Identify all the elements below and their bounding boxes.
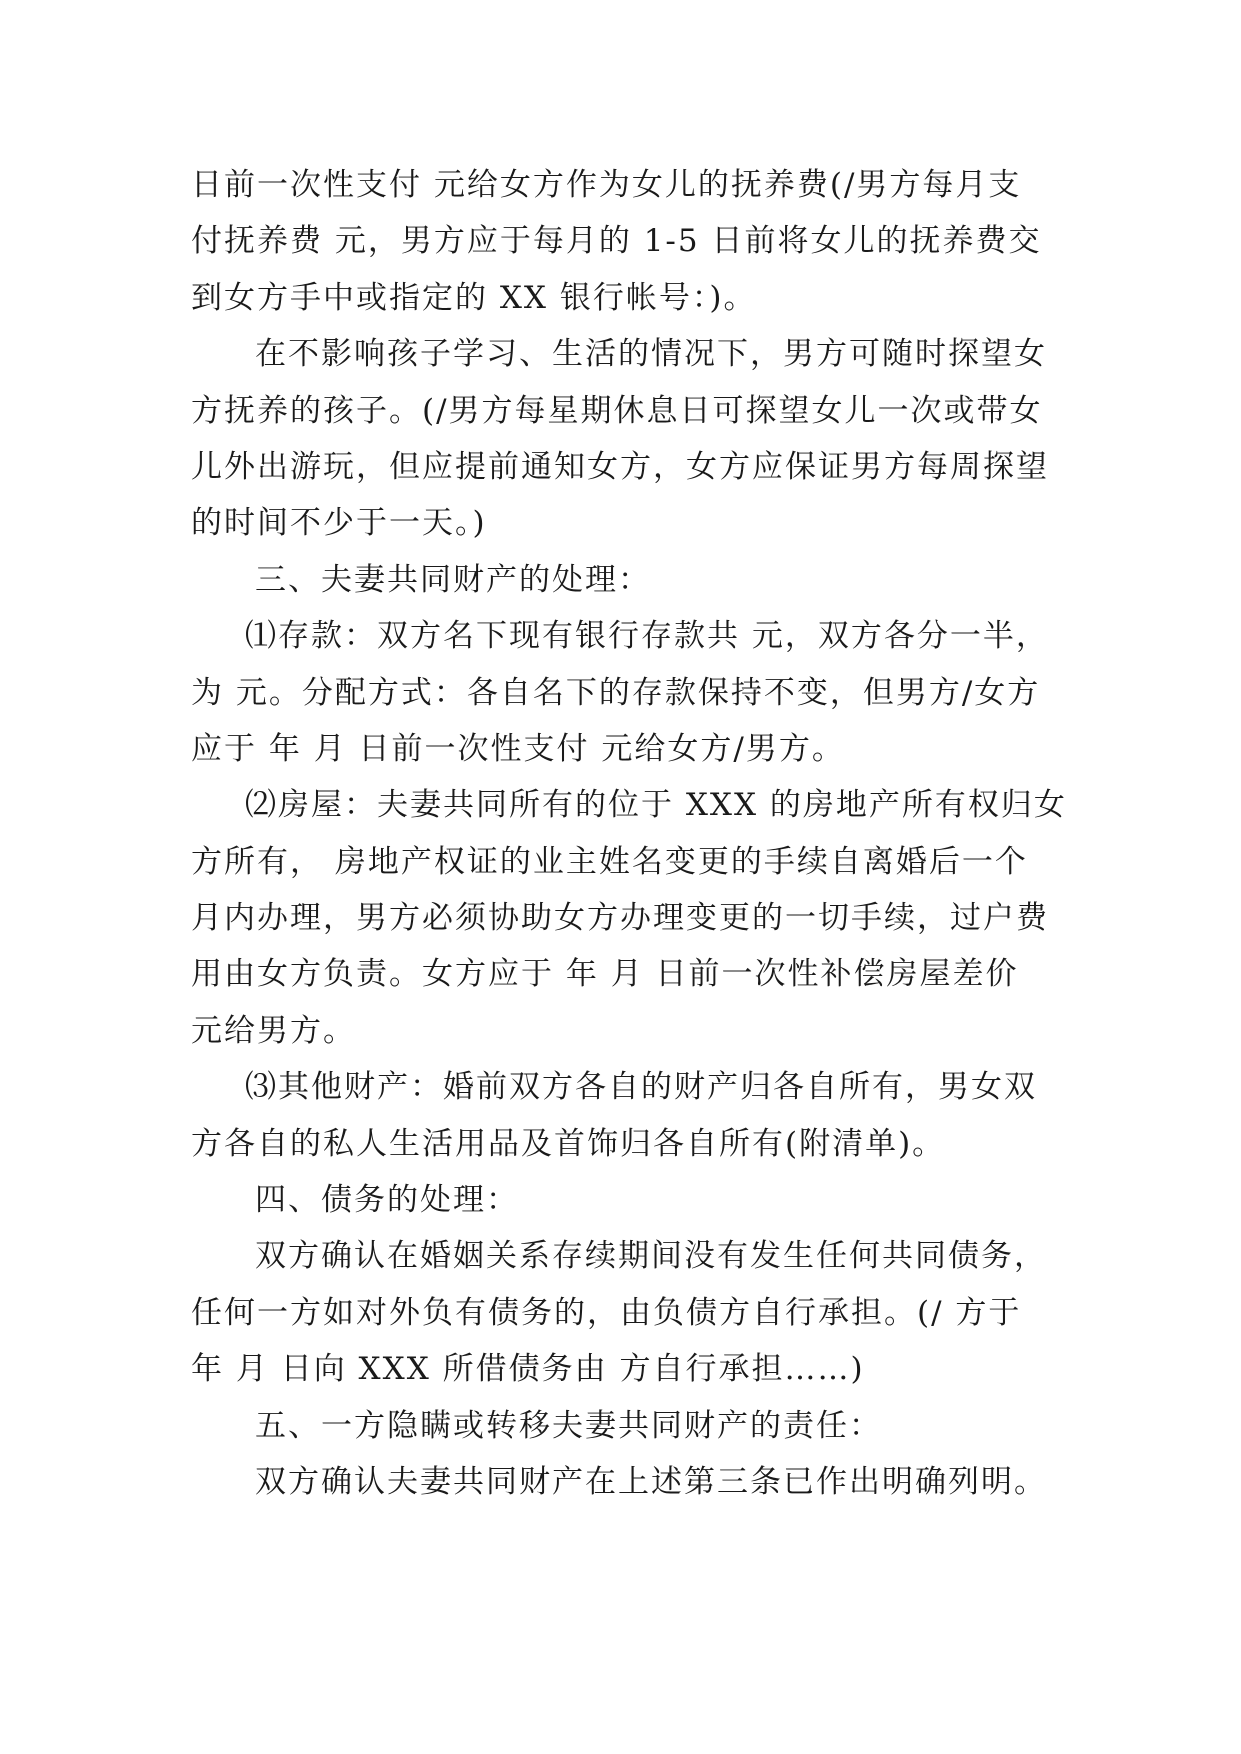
section-heading: 四、债务的处理： [255, 1182, 519, 1219]
section-heading: 三、夫妻共同财产的处理： [255, 561, 651, 598]
text-line: 元给男方。 [191, 1012, 356, 1049]
text-line: 方所有， 房地产权证的业主姓名变更的手续自离婚后一个 [191, 843, 1028, 880]
section-heading: 五、一方隐瞒或转移夫妻共同财产的责任： [255, 1407, 882, 1444]
text-line: ⑵房屋：夫妻共同所有的位于 XXX 的房地产所有权归女 [245, 787, 1067, 824]
text-line: 应于 年 月 日前一次性支付 元给女方/男方。 [191, 730, 845, 767]
text-line: 的时间不少于一天。) [191, 505, 487, 542]
text-line: 年 月 日向 XXX 所借债务由 方自行承担……) [191, 1351, 865, 1388]
text-line: 方抚养的孩子。(/男方每星期休息日可探望女儿一次或带女 [191, 392, 1043, 429]
text-line: ⑶其他财产：婚前双方各自的财产归各自所有，男女双 [245, 1069, 1037, 1106]
text-line: ⑴存款：双方名下现有银行存款共 元，双方各分一半， [245, 618, 1049, 655]
text-line: 方各自的私人生活用品及首饰归各自所有(附清单)。 [191, 1125, 946, 1162]
text-line: 用由女方负责。女方应于 年 月 日前一次性补偿房屋差价 [191, 956, 1019, 993]
text-line: 双方确认夫妻共同财产在上述第三条已作出明确列明。 [255, 1463, 1047, 1500]
text-line: 月内办理，男方必须协助女方办理变更的一切手续，过户费 [191, 900, 1049, 937]
text-line: 任何一方如对外负有债务的，由负债方自行承担。(/ 方于 [191, 1294, 1022, 1331]
text-line: 儿外出游玩，但应提前通知女方，女方应保证男方每周探望 [191, 448, 1049, 485]
text-line: 在不影响孩子学习、生活的情况下，男方可随时探望女 [255, 336, 1047, 373]
document-body [191, 157, 1071, 1510]
text-line: 付抚养费 元，男方应于每月的 1-5 日前将女儿的抚养费交 [191, 223, 1042, 260]
text-line: 日前一次性支付 元给女方作为女儿的抚养费(/男方每月支 [191, 167, 1022, 203]
text-line: 为 元。分配方式：各自名下的存款保持不变，但男方/女方 [191, 674, 1041, 711]
text-line: 双方确认在婚姻关系存续期间没有发生任何共同债务， [255, 1238, 1047, 1275]
text-line: 到女方手中或指定的 XX 银行帐号：)。 [191, 279, 757, 316]
